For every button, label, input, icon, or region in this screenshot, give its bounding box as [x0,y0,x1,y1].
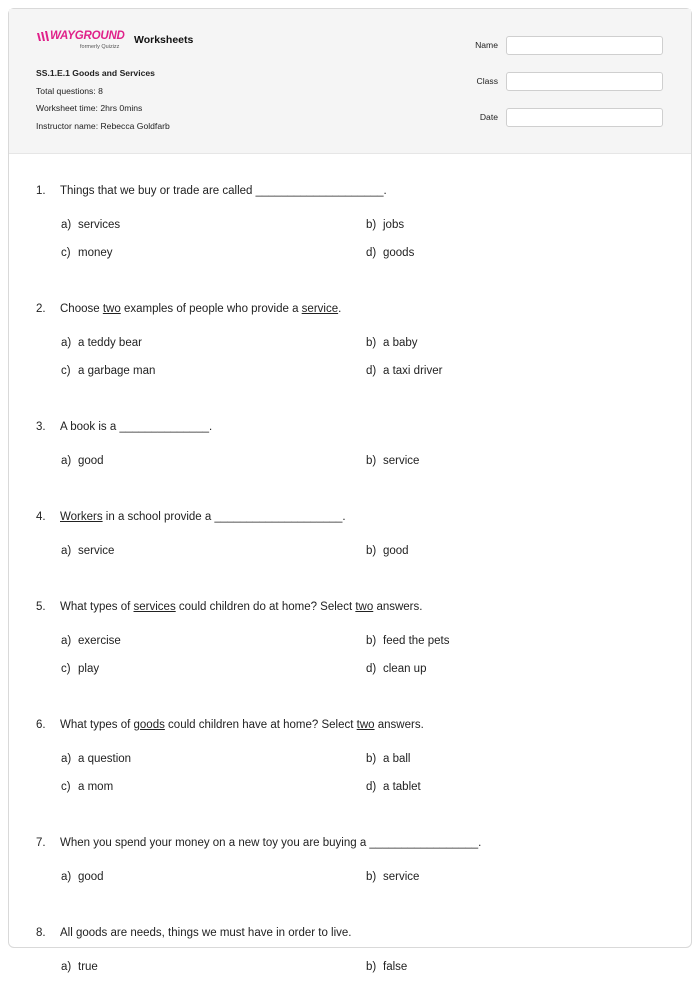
option-letter: c) [61,663,71,675]
underlined-term: two [355,601,374,613]
question-text-part: What types of [60,719,134,731]
option-text: false [383,961,408,973]
question-text-part: examples of people who provide a [120,303,302,315]
option-text: service [78,545,115,557]
answer-option[interactable] [366,753,411,765]
option-text: services [78,219,121,231]
question-text-part: Things that we buy or trade are called ____________________. [60,185,387,197]
option-letter: d) [366,365,377,377]
option-text: true [78,961,98,973]
question-text-part: answers. [373,601,423,613]
option-text: a question [78,753,132,765]
option-letter: a) [61,961,72,973]
total-questions: Total questions: 8 [36,85,103,96]
option-text: good [78,871,104,883]
question-number: 3. [36,421,46,433]
option-letter: a) [61,455,72,467]
question-text [36,511,346,523]
option-letter: b) [366,753,377,765]
worksheet-time: Worksheet time: 2hrs 0mins [36,103,143,113]
question-number: 4. [36,511,46,523]
answer-option[interactable] [61,753,131,765]
wayground-logo [36,27,128,53]
question-number: 5. [36,601,46,613]
option-text: good [383,545,409,557]
option-text: jobs [383,219,405,231]
instructor-name: Instructor name: Rebecca Goldfarb [36,120,170,131]
option-letter: d) [366,247,377,259]
option-text: goods [383,247,415,259]
underlined-term: Workers [60,511,103,523]
name-label: Name [475,40,498,50]
worksheet [8,8,692,973]
logo-mark-icon [36,31,50,42]
answer-option[interactable] [366,961,407,973]
date-label: Date [479,112,498,122]
answer-option[interactable] [61,871,104,883]
answer-option[interactable] [366,663,426,675]
option-letter: c) [61,247,71,259]
option-letter: a) [61,635,72,647]
name-input[interactable] [506,36,663,55]
answer-option[interactable] [366,455,419,467]
question-text-part: All goods are needs, things we must have in order to live. [60,927,352,939]
question-number: 6. [36,719,46,731]
name-row [475,34,663,56]
question-number: 8. [36,927,46,939]
question-text [36,421,212,433]
underlined-term: two [102,303,121,315]
option-text: play [78,663,100,675]
option-text: money [78,247,113,259]
worksheet-meta [36,67,170,137]
answer-option[interactable] [366,545,409,557]
question-text [36,719,424,731]
answer-option[interactable] [366,219,404,231]
question-text [36,601,422,613]
answer-option[interactable] [366,871,419,883]
answer-option[interactable] [366,365,442,377]
option-letter: a) [61,337,72,349]
option-letter: b) [366,961,377,973]
answer-option[interactable] [61,337,142,349]
underlined-term: service [301,303,339,315]
answer-option[interactable] [366,247,414,259]
option-text: good [78,455,104,467]
option-letter: d) [366,663,377,675]
question-text-part: . [338,303,342,315]
worksheet-title: SS.1.E.1 Goods and Services [36,68,155,78]
option-text: service [383,871,420,883]
underlined-term: services [133,601,176,613]
option-letter: d) [366,781,377,793]
question-text-part: What types of [60,601,134,613]
question-text-part: Choose [60,303,103,315]
worksheet-header [9,9,691,154]
underlined-term: two [356,719,375,731]
answer-option[interactable] [366,337,418,349]
underlined-term: goods [133,719,165,731]
answer-option[interactable] [366,635,450,647]
logo-subtext: formerly Quizizz [80,44,120,50]
question-text-part: in a school provide a ____________________. [102,511,346,523]
class-label: Class [476,76,498,86]
brand [36,27,193,53]
option-text: a tablet [383,781,421,793]
option-text: exercise [78,635,121,647]
option-letter: b) [366,545,377,557]
answer-option[interactable] [366,781,421,793]
class-input[interactable] [506,72,663,91]
question-text-part: A book is a ______________. [60,421,213,433]
option-text: clean up [383,663,427,675]
question-number: 7. [36,837,46,849]
question-text [36,837,481,849]
app-title: Worksheets [134,34,194,46]
option-text: a ball [383,753,411,765]
question-text [36,927,352,939]
option-letter: a) [61,219,72,231]
question-text [36,303,341,315]
option-letter: b) [366,635,377,647]
option-letter: b) [366,871,377,883]
answer-option[interactable] [61,365,155,377]
class-row [475,70,663,92]
date-row [475,106,663,128]
question-text-part: could children do at home? Select [175,601,356,613]
question-text-part: could children have at home? Select [164,719,357,731]
option-text: feed the pets [383,635,450,647]
question-text-part: answers. [374,719,424,731]
option-text: a taxi driver [383,365,443,377]
option-letter: a) [61,871,72,883]
answer-option[interactable] [61,961,98,973]
answer-option[interactable] [61,781,113,793]
question-number: 1. [36,185,46,197]
option-letter: c) [61,365,71,377]
option-text: a mom [78,781,114,793]
option-text: a garbage man [78,365,156,377]
answer-option[interactable] [61,219,120,231]
answer-option[interactable] [61,455,104,467]
option-letter: b) [366,337,377,349]
option-text: service [383,455,420,467]
option-letter: b) [366,219,377,231]
question-number: 2. [36,303,46,315]
option-letter: c) [61,781,71,793]
option-letter: b) [366,455,377,467]
answer-option[interactable] [61,635,121,647]
student-fields [475,34,663,142]
option-letter: a) [61,753,72,765]
option-letter: a) [61,545,72,557]
answer-option[interactable] [61,247,113,259]
question-text [36,185,387,197]
date-input[interactable] [506,108,663,127]
option-text: a baby [383,337,418,349]
answer-option[interactable] [61,545,114,557]
option-text: a teddy bear [78,337,142,349]
question-text-part: When you spend your money on a new toy you are buying a _________________. [60,837,482,849]
logo-text: WAYGROUND [50,30,125,42]
answer-option[interactable] [61,663,99,675]
